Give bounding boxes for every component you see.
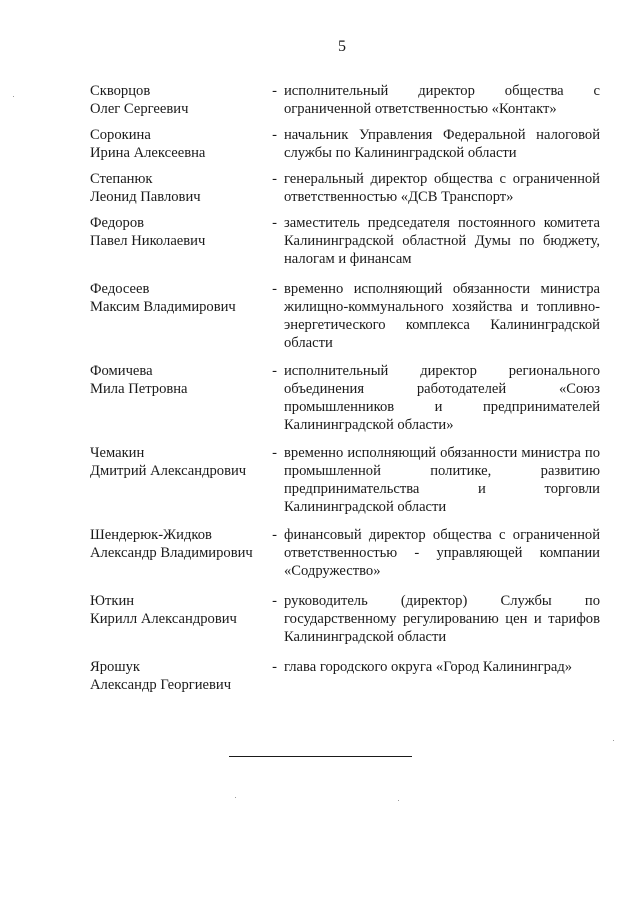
member-given-names: Кирилл Александрович [90, 611, 237, 627]
member-name [90, 214, 265, 250]
member-entry [90, 526, 600, 580]
member-role: исполнительный директор регионального объединения работодателей «Союз промышленников и предпринимателей Калининградской области» [284, 363, 600, 433]
member-name [90, 658, 265, 694]
page-number: 5 [338, 38, 346, 55]
member-given-names: Олег Сергеевич [90, 101, 189, 117]
dash-separator: - [272, 83, 277, 99]
member-role: начальник Управления Федеральной налоговой службы по Калининградской области [284, 127, 600, 161]
dash-separator: - [272, 593, 277, 609]
member-name [90, 444, 265, 480]
member-role: глава городского округа «Город Калининград» [284, 659, 573, 675]
member-given-names: Максим Владимирович [90, 299, 236, 315]
member-entry [90, 82, 600, 118]
member-surname: Степанюк [90, 171, 153, 187]
dash-separator: - [272, 171, 277, 187]
member-name [90, 126, 265, 162]
member-surname: Сорокина [90, 127, 151, 143]
member-name [90, 280, 265, 316]
member-entry [90, 126, 600, 162]
member-surname: Федоров [90, 215, 145, 231]
dash-separator: - [272, 281, 277, 297]
member-role: заместитель председателя постоянного комитета Калининградской областной Думы по бюджету, налогам и финансам [284, 215, 600, 267]
dash-separator: - [272, 445, 277, 461]
scan-speck [13, 96, 14, 97]
member-entry [90, 658, 600, 694]
member-name [90, 526, 265, 562]
member-surname: Чемакин [90, 445, 145, 461]
member-role: исполнительный директор общества с ограниченной ответственностью «Контакт» [284, 83, 600, 117]
member-list [90, 82, 600, 694]
member-surname: Ярошук [90, 659, 140, 675]
member-entry [90, 444, 600, 516]
scan-speck [235, 797, 236, 798]
dash-separator: - [272, 127, 277, 143]
member-given-names: Павел Николаевич [90, 233, 206, 249]
member-entry [90, 592, 600, 646]
member-entry [90, 214, 600, 268]
member-surname: Фомичева [90, 363, 153, 379]
scan-speck [613, 740, 614, 741]
member-surname: Шендерюк-Жидков [90, 527, 212, 543]
member-role: временно исполняющий обязанности министра по промышленной политике, развитию предпринимательства и торговли Калининградской области [284, 445, 600, 515]
member-surname: Скворцов [90, 83, 151, 99]
member-role: временно исполняющий обязанности министра жилищно-коммунального хозяйства и топливно-энергетического комплекса Калининградской области [284, 281, 600, 351]
member-given-names: Леонид Павлович [90, 189, 201, 205]
member-given-names: Мила Петровна [90, 381, 188, 397]
member-role: финансовый директор общества с ограниченной ответственностью - управляющей компании «Содружество» [284, 527, 600, 579]
closing-rule [229, 756, 412, 757]
dash-separator: - [272, 363, 277, 379]
member-entry [90, 362, 600, 434]
member-name [90, 592, 265, 628]
member-role: генеральный директор общества с ограниченной ответственностью «ДСВ Транспорт» [284, 171, 600, 205]
member-surname: Федосеев [90, 281, 150, 297]
member-given-names: Ирина Алексеевна [90, 145, 206, 161]
member-given-names: Александр Владимирович [90, 545, 253, 561]
member-role: руководитель (директор) Службы по государственному регулированию цен и тарифов Калининградской области [284, 593, 600, 645]
member-entry [90, 170, 600, 206]
member-given-names: Александр Георгиевич [90, 677, 232, 693]
dash-separator: - [272, 659, 277, 675]
member-name [90, 82, 265, 118]
member-name [90, 170, 265, 206]
scan-speck [398, 800, 399, 801]
dash-separator: - [272, 527, 277, 543]
dash-separator: - [272, 215, 277, 231]
member-given-names: Дмитрий Александрович [90, 463, 247, 479]
member-surname: Юткин [90, 593, 135, 609]
member-name [90, 362, 265, 398]
member-entry [90, 280, 600, 352]
